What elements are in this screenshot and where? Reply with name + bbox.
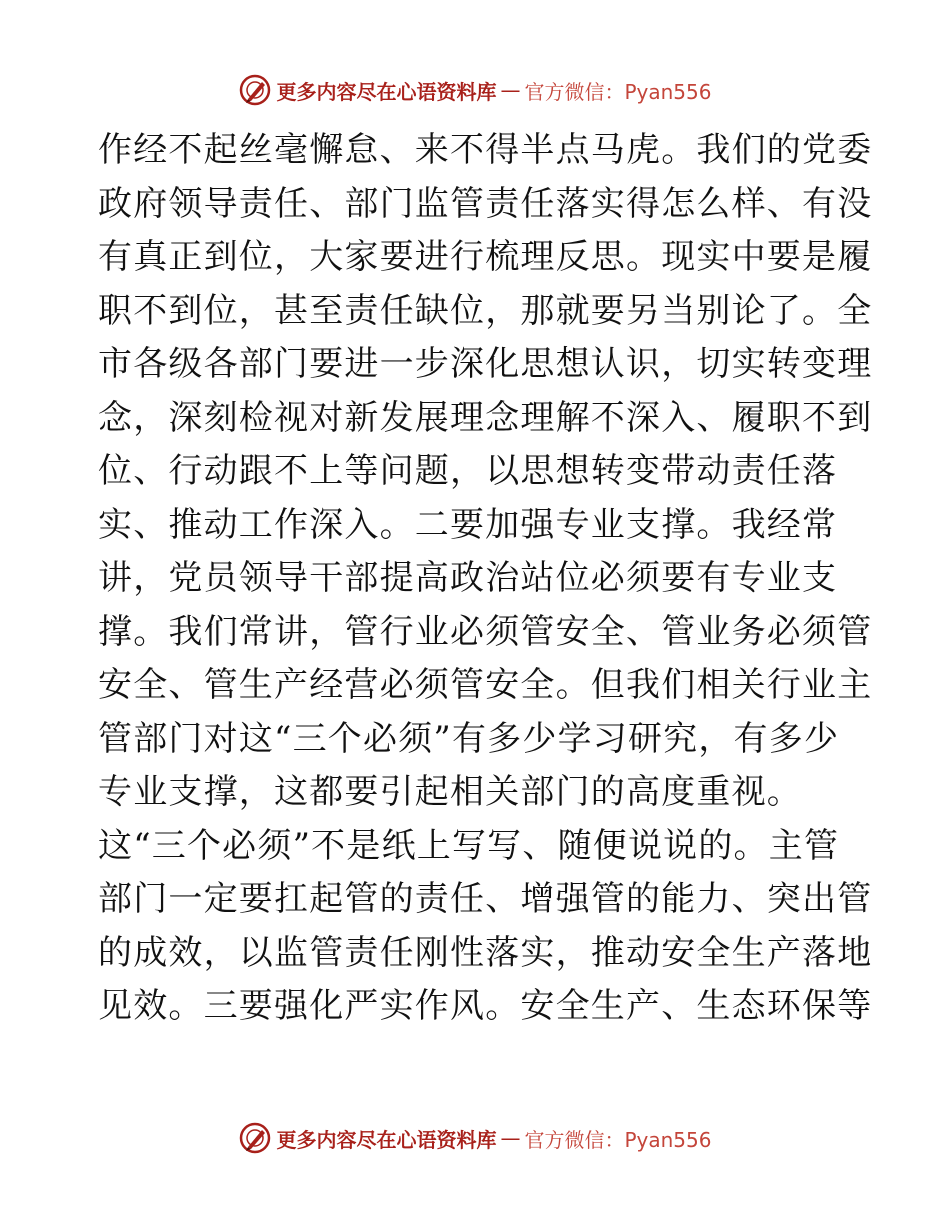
banner-separator: — <box>500 78 521 102</box>
text-line: 实、推动工作深入。二要加强专业支撑。我经常 <box>98 504 838 545</box>
document-body <box>98 124 873 1034</box>
footer-banner <box>0 1118 950 1158</box>
text-line: 位、行动跟不上等问题，以思想转变带动责任落 <box>98 451 838 491</box>
pen-logo-icon <box>238 73 272 107</box>
text-line: 讲，党员领导干部提高政治站位必须要有专业支 <box>98 558 838 598</box>
text-line: 见效。三要强化严实作风。安全生产、生态环保等 <box>98 986 873 1026</box>
text-line: 这“三个必须”不是纸上写写、随便说说的。主管 <box>98 825 840 866</box>
text-line: 政府领导责任、部门监管责任落实得怎么样、有没 <box>98 183 873 224</box>
banner-site-name: 更多内容尽在心语资料库 <box>276 79 497 104</box>
text-line: 部门一定要扛起管的责任、增强管的能力、突出管 <box>98 879 873 919</box>
text-line: 专业支撑，这都要引起相关部门的高度重视。 <box>98 772 802 812</box>
banner-separator: — <box>500 1126 521 1150</box>
text-line: 管部门对这“三个必须”有多少学习研究，有多少 <box>98 718 840 759</box>
banner-site-name: 更多内容尽在心语资料库 <box>276 1127 497 1152</box>
text-line: 职不到位，甚至责任缺位，那就要另当别论了。全 <box>98 290 873 331</box>
header-banner <box>0 70 950 110</box>
banner-wechat-id: 官方微信：Pyan556 <box>524 79 712 104</box>
text-line: 撑。我们常讲，管行业必须管安全、管业务必须管 <box>98 611 873 652</box>
text-line: 作经不起丝毫懈怠、来不得半点马虎。我们的党委 <box>98 130 873 170</box>
text-line: 有真正到位，大家要进行梳理反思。现实中要是履 <box>98 237 873 277</box>
text-line: 的成效，以监管责任刚性落实，推动安全生产落地 <box>98 932 873 973</box>
banner-wechat-id: 官方微信：Pyan556 <box>524 1127 712 1152</box>
pen-logo-icon <box>238 1121 272 1155</box>
text-line: 念，深刻检视对新发展理念理解不深入、履职不到 <box>98 397 873 438</box>
text-line: 市各级各部门要进一步深化思想认识，切实转变理 <box>98 344 873 384</box>
text-line: 安全、管生产经营必须管安全。但我们相关行业主 <box>98 665 873 705</box>
